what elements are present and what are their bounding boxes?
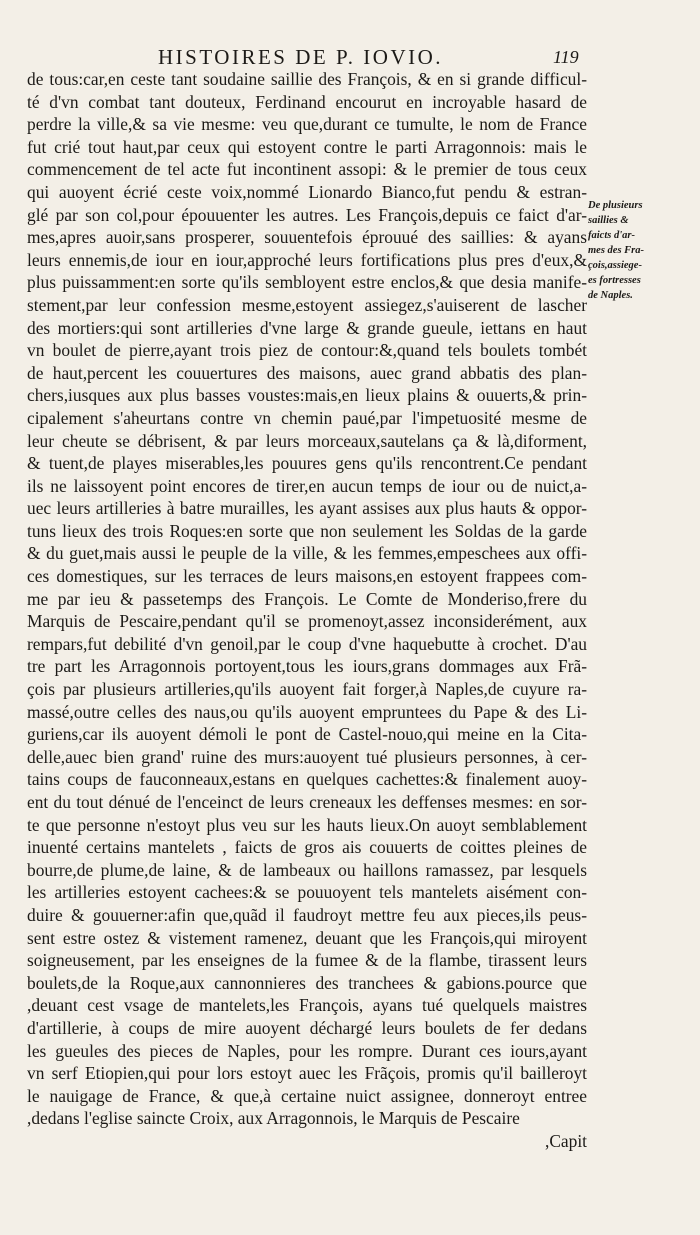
margin-note <box>588 198 696 303</box>
text-line: stement,par leur confession mesme,estoyent assiegez,s'auiserent de lascher <box>27 294 587 315</box>
text-line: leurs ennemis,de iour en iour,approché leurs fortifications plus pres d'eux,& <box>27 249 587 270</box>
text-line: rempars,fut debilité d'vn genoil,par le coup d'vne haquebutte à crochet. D'au <box>27 633 587 654</box>
margin-note-line: saillies & <box>588 215 629 226</box>
text-line: fut crié tout haut,par ceux qui estoyent contre le parti Arragonnois: mais le <box>27 136 587 157</box>
text-line: des mortiers:qui sont artilleries d'vne large & grande gueule, iettans en haut <box>27 317 587 338</box>
text-line: de haut,percent les couuertures des maisons, auec grand abbatis des plan- <box>27 362 587 383</box>
text-line: te que personne n'estoyt plus veu sur les hauts lieux.On auoyt semblablement <box>27 814 587 835</box>
text-line: tre part les Arragonnois portoyent,tous les iours,grans dommages aux Frã- <box>27 656 587 677</box>
text-line: çois par plusieurs artilleries,qu'ils auoyent fait forger,à Naples,de cuyure ra- <box>27 679 587 700</box>
text-line: & du guet,mais aussi le peuple de la ville, & les femmes,empeschees aux offi- <box>27 543 587 564</box>
text-line: delle,auec bien grand' ruine des murs:auoyent tué plusieurs personnes, à cer- <box>27 746 587 767</box>
text-line: ,deuant cest vsage de mantelets,les François, ayans tué quelquels maistres <box>27 995 587 1016</box>
text-line: bourre,de plume,de laine, & de lambeaux ou haillons ramassez, par lesquels <box>27 859 587 880</box>
text-line: chers,iusques aux plus basses voustes:mais,en lieux plains & ouuerts,& prin- <box>27 385 587 406</box>
margin-note-line: faicts d'ar- <box>588 230 635 241</box>
catchword: ,Capit <box>544 1130 587 1151</box>
text-line: uec leurs artilleries à batre murailles, les ayant assises aux plus hauts & oppor- <box>27 498 587 519</box>
text-line: duire & gouuerner:afin que,quãd il faudroyt mettre feu aux pieces,ils peus- <box>27 904 587 925</box>
text-line: leur cheute se débrisent, & par leurs morceaux,sautelans ça & là,diforment, <box>27 430 587 451</box>
text-line: vn serf Etiopien,qui pour lors estoyt auec les Frãçois, promis qu'il bailleroyt <box>27 1063 587 1084</box>
text-line: Marquis de Pescaire,pendant qu'il se promenoyt,assez inconsiderément, aux <box>27 611 587 632</box>
text-line: guriens,car ils auoyent démoli le pont de Castel-nouo,qui meine en la Cita- <box>27 724 587 745</box>
text-line: plus puissamment:en sorte qu'ils sembloyent estre enclos,& que desia manife- <box>27 272 587 293</box>
text-line: sent estre ostez & vistement ramenez, deuant que les François,qui miroyent <box>27 927 587 948</box>
body-text <box>27 68 587 1153</box>
text-line: perdre la ville,& sa vie mesme: veu que,durant ce tumulte, le nom de France <box>27 114 587 135</box>
text-line: les gueules des pieces de Naples, pour les rompre. Durant ces iours,ayant <box>27 1040 587 1061</box>
text-line: ces domestiques, sur les terraces de leurs maisons,en estoyent frappees com- <box>27 566 587 587</box>
text-line: tains coups de fauconneaux,estans en quelques cachettes:& finalement auoy- <box>27 769 587 790</box>
text-line: les artilleries estoyent cachees:& se pouuoyent tels mantelets aisément con- <box>27 882 587 903</box>
margin-note-line: çois,assiege- <box>588 260 642 271</box>
text-line: boulets,de la Roque,aux cannonnieres des tranchees & gabions.pource que <box>27 972 587 993</box>
text-line: massé,outre celles des naus,ou qu'ils auoyent empruntees du Pape & des Li- <box>27 701 587 722</box>
text-line: glé par son col,pour épouuenter les autres. Les François,depuis ce faict d'ar- <box>27 204 587 225</box>
text-line: de tous:car,en ceste tant soudaine saillie des François, & en si grande difficul- <box>27 69 587 89</box>
text-line: mes,apres auoir,sans prosperer, souuentefois éprouué des saillies: & ayans <box>27 227 587 248</box>
margin-note-line: es fortresses <box>588 275 641 286</box>
text-line: vn boulet de pierre,ayant trois piez de contour:&,quand tels boulets tombét <box>27 340 587 361</box>
text-line: qui auoyent écrié ceste voix,nommé Lionardo Bianco,fut pendu & estran- <box>27 181 587 202</box>
text-line: cipalement s'aheurtans contre vn chemin paué,par l'impetuosité mesme de <box>27 407 587 428</box>
text-line: me par ieu & passetemps des François. Le Comte de Monderiso,frere du <box>27 588 587 609</box>
running-title: HISTOIRES DE P. IOVIO. <box>158 45 444 69</box>
text-line: ,dedans l'eglise saincte Croix, aux Arragonnois, le Marquis de Pescaire <box>27 1108 520 1129</box>
text-line: ent du tout dénué de l'enceinct de leurs creneaux les deffenses mesmes: en sor- <box>27 792 587 812</box>
text-line: tuns lieux des trois Roques:en sorte que non seulement les Soldas de la garde <box>27 520 587 541</box>
text-line: le nauigage de France, & que,à certaine nuict assignee, donneroyt entree <box>27 1085 587 1106</box>
text-line: soigneusement, par les enseignes de la fumee & de la flambe, tirassent leurs <box>27 950 587 971</box>
text-line: commencement de tel acte fut incontinent assopi: & le premier de tous ceux <box>27 159 587 180</box>
text-line: té d'vn combat tant douteux, Ferdinand encourut en incroyable hasard de <box>27 91 587 112</box>
page-number: 119 <box>553 47 579 67</box>
margin-note-line: de Naples. <box>588 290 633 301</box>
text-line: & tuent,de playes miserables,les pouures gens qu'ils rencontrent.Ce pendant <box>27 453 587 474</box>
margin-note-line: mes des Fra- <box>588 245 644 256</box>
text-line: d'artillerie, à coups de mire auoyent déchargé leurs boulets de fer dedans <box>27 1017 587 1038</box>
text-line: inuenté certains mantelets , faicts de gros ais couuerts de coittes pleines de <box>27 837 587 858</box>
margin-note-line: De plusieurs <box>588 200 643 211</box>
text-line: ils ne laissoyent point encores de tirer,en aucun temps de iour ou de nuict,a- <box>27 475 587 496</box>
